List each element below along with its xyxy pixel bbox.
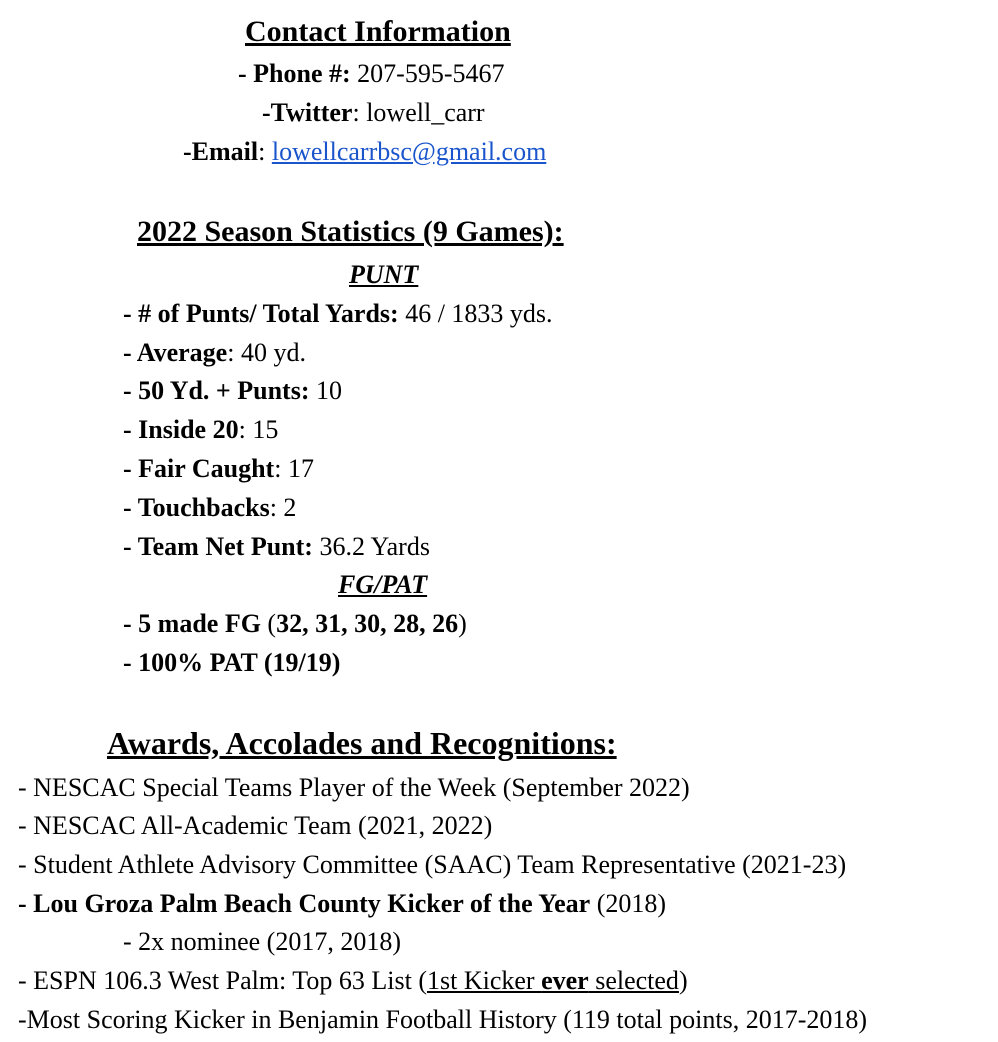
award-item-5 (18, 965, 688, 997)
punts-total-value: 46 / 1833 yds. (405, 299, 553, 328)
contact-title: Contact Information (245, 15, 511, 48)
inside20-label: - Inside 20 (123, 415, 239, 444)
inside20-value: 15 (252, 415, 279, 444)
email-label: -Email (183, 137, 259, 166)
twitter-line: -Twitter: lowell_carr (262, 98, 485, 127)
phone-value: 207-595-5467 (357, 59, 505, 88)
email-line: -Email: lowellcarrbsc@gmail.com (183, 137, 547, 166)
touchbacks-label: - Touchbacks (123, 493, 270, 522)
award-item-4 (18, 888, 666, 920)
fifty-plus-value: 10 (315, 376, 342, 405)
inside20-line: - Inside 20: 15 (123, 415, 279, 444)
award-item-5-u2: selected (588, 966, 679, 995)
fair-caught-label: - Fair Caught (123, 454, 275, 483)
email-link[interactable]: lowellcarrbsc@gmail.com (271, 137, 547, 166)
team-net-value: 36.2 Yards (319, 532, 430, 561)
award-item-4-year: (2018) (596, 889, 667, 918)
award-item-6: -Most Scoring Kicker in Benjamin Football History (119 total points, 2017-2018) (18, 1005, 868, 1034)
punts-total-line (123, 298, 553, 330)
award-item-2: - NESCAC All-Academic Team (2021, 2022) (18, 811, 493, 840)
fifty-plus-label: - 50 Yd. + Punts: (123, 376, 310, 405)
punts-total-label: - # of Punts/ Total Yards: (123, 299, 399, 328)
twitter-label: -Twitter (262, 98, 353, 127)
fair-caught-value: 17 (287, 454, 314, 483)
fgpat-heading: FG/PAT (338, 570, 428, 599)
pat-line: - 100% PAT (19/19) (123, 648, 341, 677)
award-item-5-ever: ever (541, 966, 589, 995)
touchbacks-value: 2 (283, 493, 297, 522)
team-net-label: - Team Net Punt: (123, 532, 313, 561)
award-item-3: - Student Athlete Advisory Committee (SAAC) Team Representative (2021-23) (18, 850, 847, 879)
touchbacks-line: - Touchbacks: 2 (123, 493, 297, 522)
average-value: 40 yd. (240, 338, 306, 367)
fg-made-label: - 5 made FG (123, 609, 261, 638)
punt-heading: PUNT (349, 260, 419, 289)
team-net-line (123, 531, 430, 563)
fg-made-line: - 5 made FG (32, 31, 30, 28, 26) (123, 609, 467, 638)
award-item-4-sub: - 2x nominee (2017, 2018) (123, 927, 402, 956)
average-line: - Average: 40 yd. (123, 338, 306, 367)
twitter-value: lowell_carr (366, 98, 485, 127)
award-item-4-bold: - Lou Groza Palm Beach County Kicker of the Year (18, 889, 591, 918)
phone-label: - Phone #: (238, 59, 351, 88)
average-label: - Average (123, 338, 228, 367)
fifty-plus-line (123, 375, 342, 407)
award-item-1: - NESCAC Special Teams Player of the Week (September 2022) (18, 773, 690, 802)
awards-title: Awards, Accolades and Recognitions: (107, 725, 617, 761)
phone-line (238, 58, 505, 90)
fg-distances: 32, 31, 30, 28, 26 (276, 609, 459, 638)
fair-caught-line: - Fair Caught: 17 (123, 454, 314, 483)
award-item-5-prefix: - ESPN 106.3 West Palm: Top 63 List ( (18, 966, 427, 995)
stats-title: 2022 Season Statistics (9 Games): (137, 215, 564, 248)
award-item-5-suffix: ) (678, 966, 688, 995)
award-item-5-u1: 1st Kicker (426, 966, 542, 995)
award-item-5-underlined (427, 966, 679, 995)
